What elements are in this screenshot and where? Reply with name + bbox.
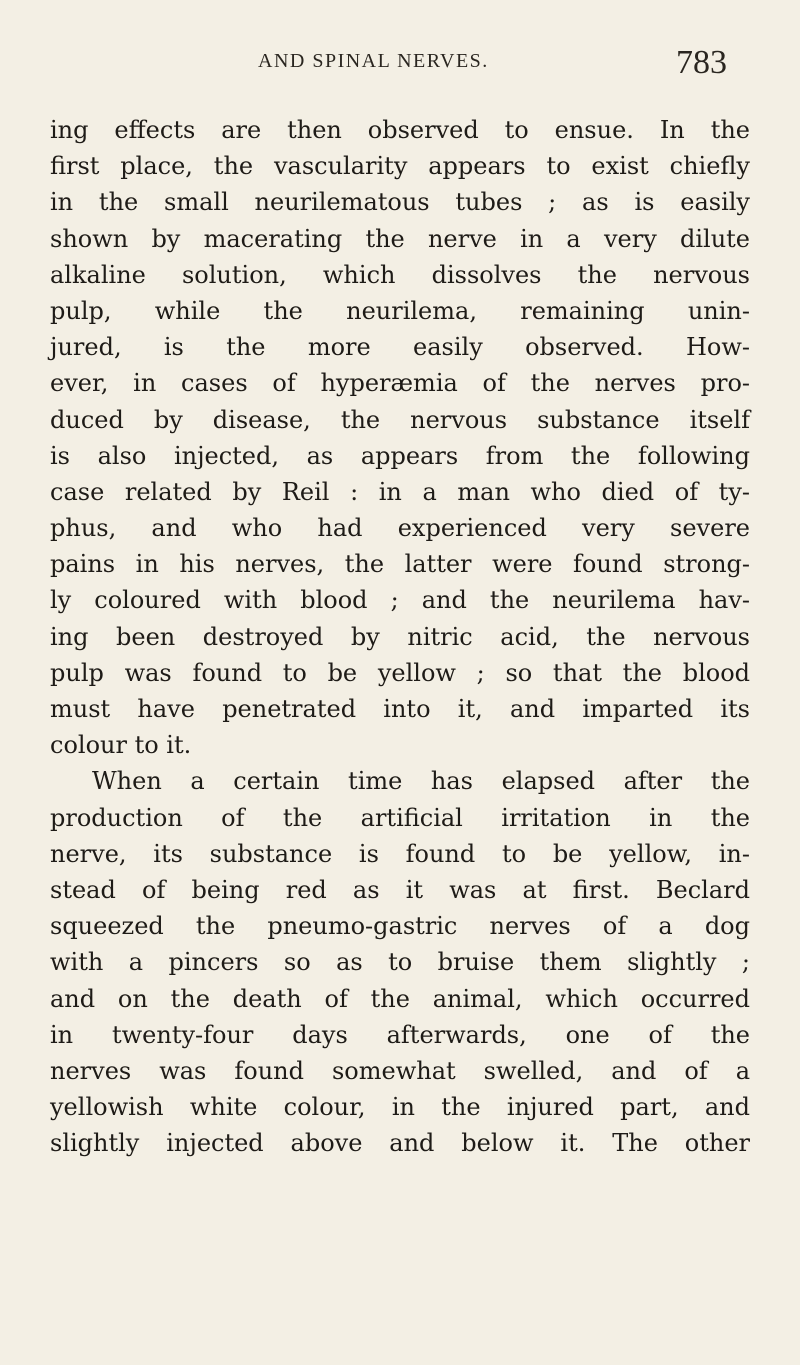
text-line: duced by disease, the nervous substance itself — [50, 405, 750, 434]
text-line: pulp was found to be yellow ; so that the blood — [50, 658, 750, 687]
text-line: jured, is the more easily observed. How- — [50, 333, 750, 362]
text-line: When a certain time has elapsed after the — [92, 767, 750, 796]
text-line: pains in his nerves, the latter were found strong- — [50, 550, 750, 579]
text-line: nerves was found somewhat swelled, and of a — [50, 1056, 750, 1085]
page-number: 783 — [676, 44, 727, 81]
text-line: production of the artificial irritation in the — [50, 803, 750, 832]
text-line: alkaline solution, which dissolves the nervous — [50, 260, 750, 289]
text-line: pulp, while the neurilema, remaining unin- — [50, 296, 750, 325]
running-title: AND SPINAL NERVES. — [258, 50, 489, 72]
text-line: slightly injected above and below it. The other — [50, 1129, 750, 1158]
text-line: stead of being red as it was at first. Beclard — [50, 875, 750, 904]
text-line: first place, the vascularity appears to exist chiefly — [50, 152, 750, 181]
text-line: and on the death of the animal, which occurred — [50, 984, 750, 1013]
text-line: shown by macerating the nerve in a very dilute — [50, 224, 750, 253]
text-line: in the small neurilematous tubes ; as is easily — [50, 188, 750, 217]
text-line: ing been destroyed by nitric acid, the nervous — [50, 622, 750, 651]
text-line: is also injected, as appears from the following — [50, 441, 750, 470]
text-line: colour to it. — [50, 731, 192, 760]
text-line: yellowish white colour, in the injured part, and — [50, 1093, 750, 1122]
text-line: must have penetrated into it, and imparted its — [50, 695, 750, 723]
text-line: phus, and who had experienced very severe — [50, 514, 750, 543]
body-text — [50, 112, 750, 1161]
text-line: with a pincers so as to bruise them slightly ; — [50, 948, 750, 977]
text-line: squeezed the pneumo-gastric nerves of a dog — [50, 912, 750, 941]
text-line: ly coloured with blood ; and the neurilema hav- — [50, 586, 750, 615]
text-line: ever, in cases of hyperæmia of the nerves pro- — [50, 369, 750, 398]
text-line: nerve, its substance is found to be yellow, in- — [50, 839, 750, 868]
text-line: case related by Reil : in a man who died of ty- — [50, 477, 750, 506]
text-line: ing effects are then observed to ensue. In the — [50, 116, 750, 144]
text-line: in twenty-four days afterwards, one of the — [50, 1020, 750, 1049]
